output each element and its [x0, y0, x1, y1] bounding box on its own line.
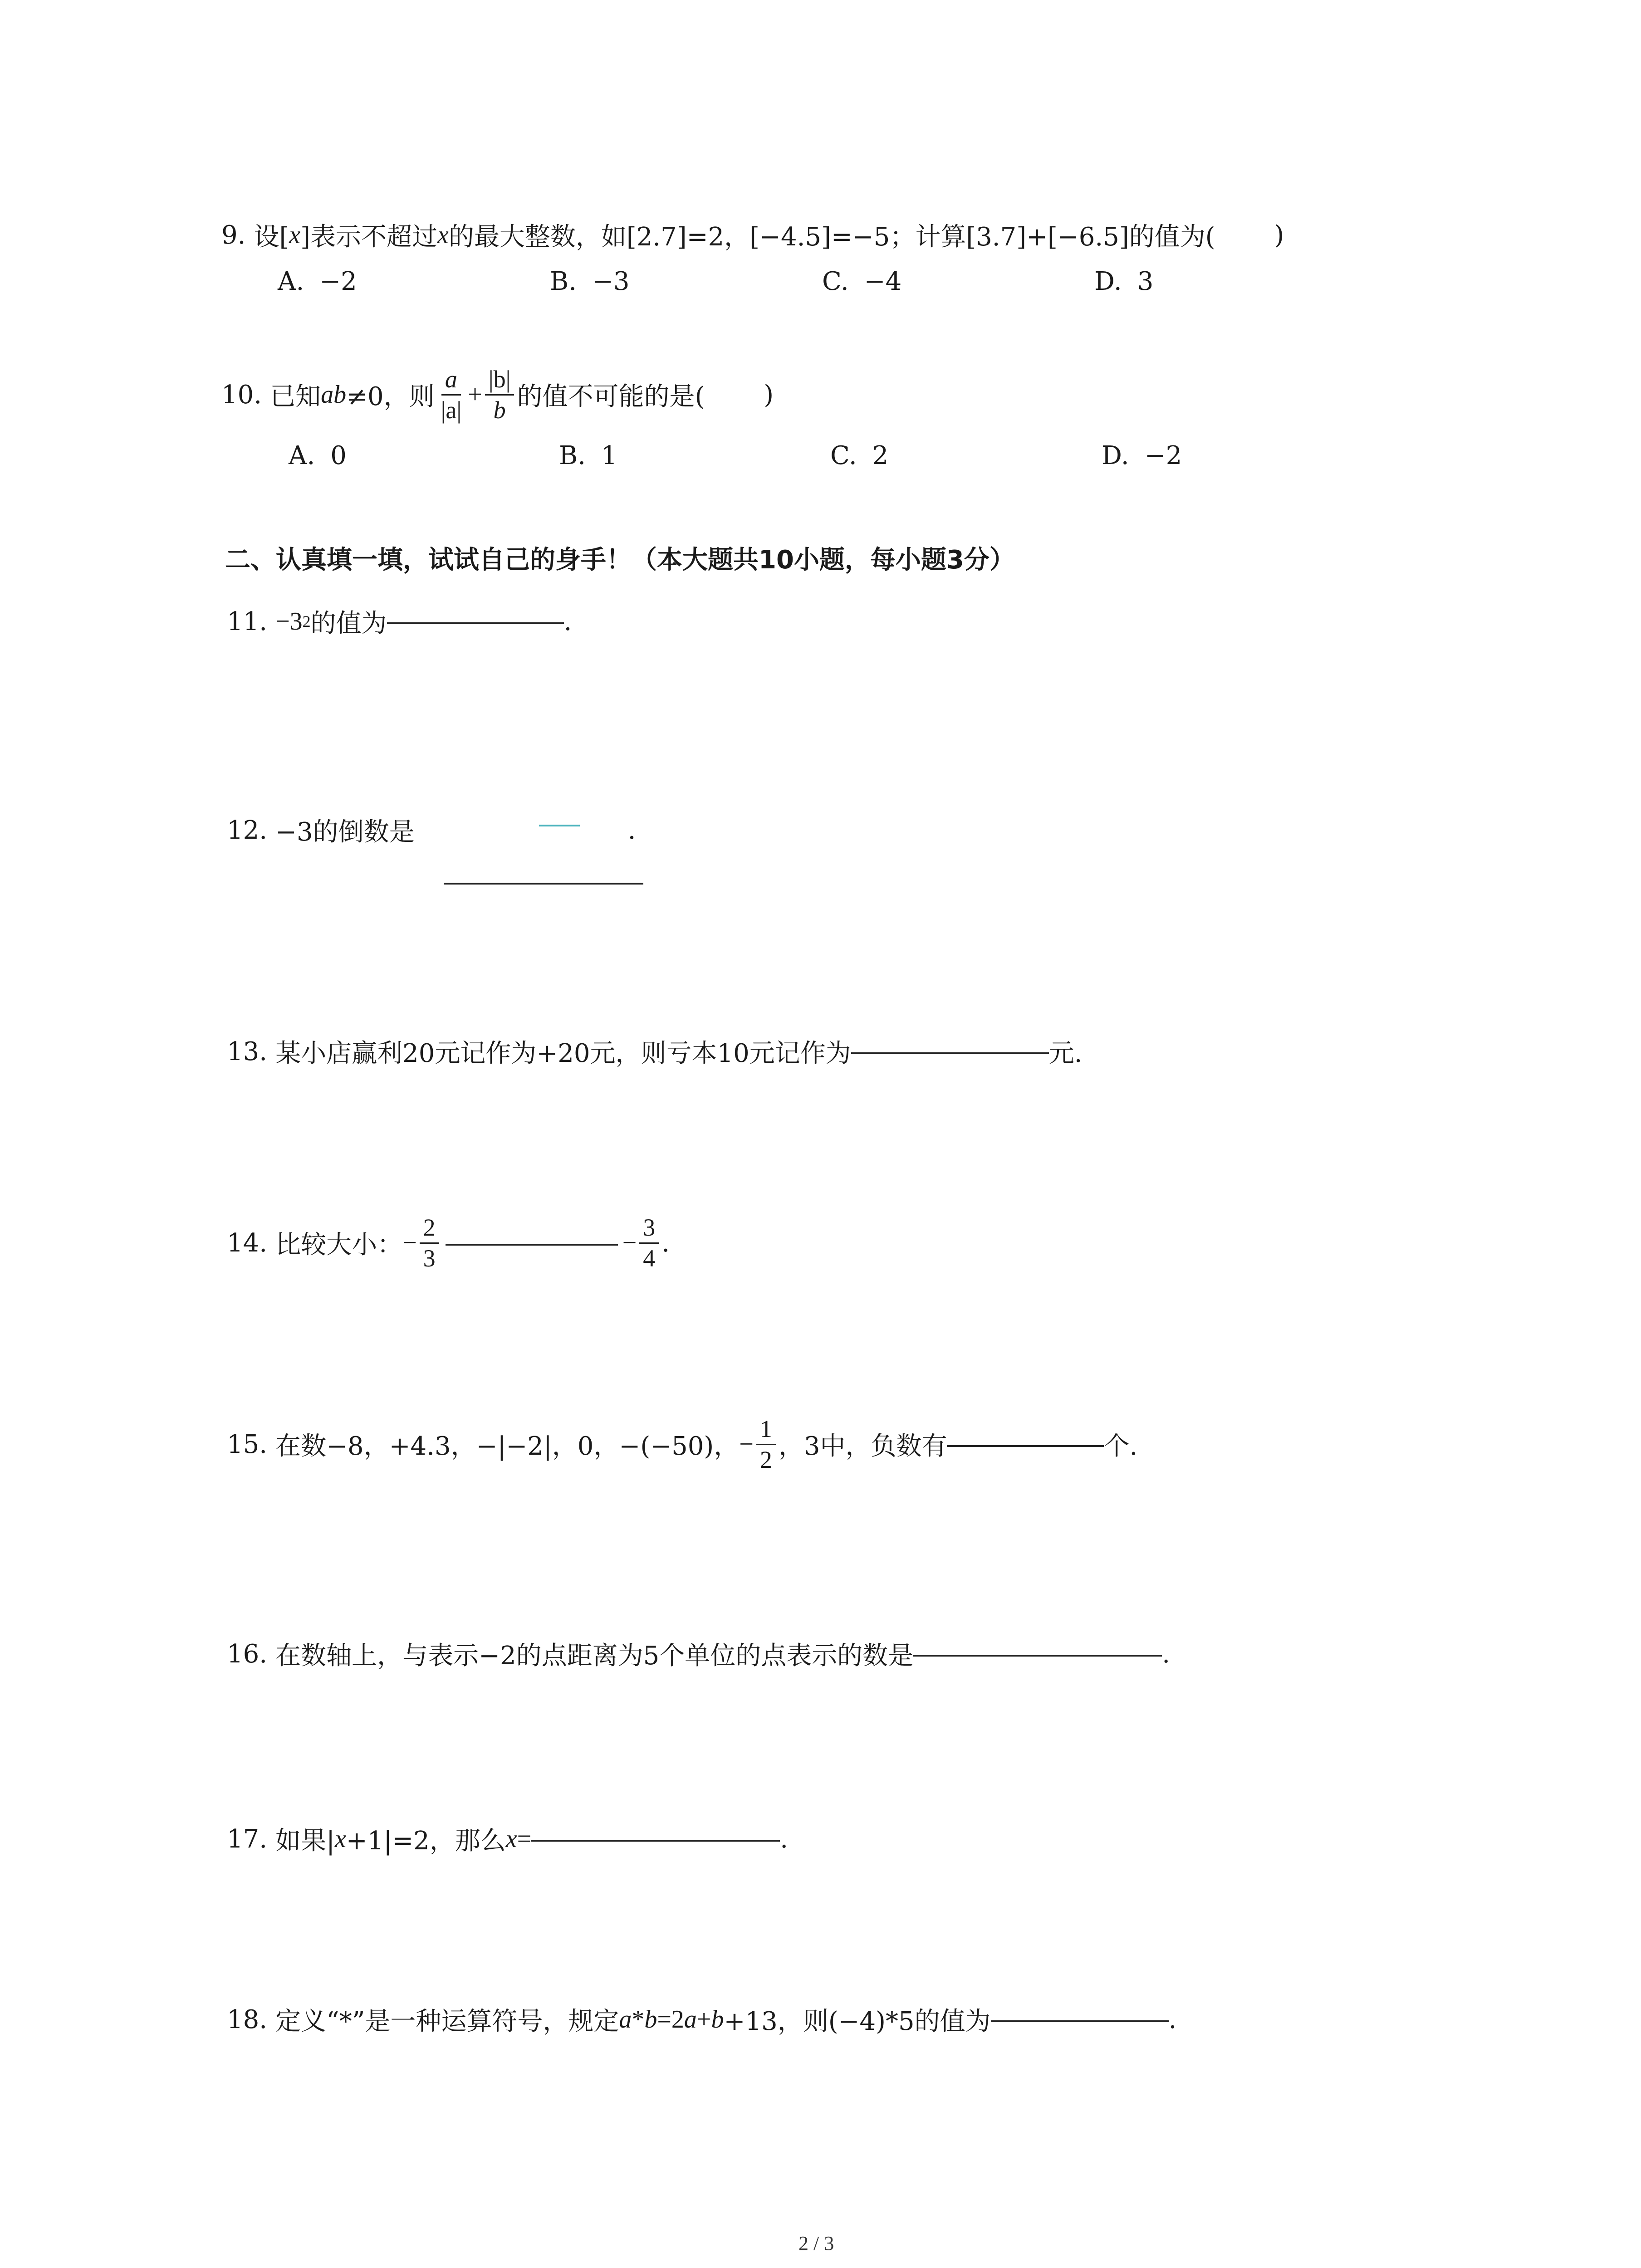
- answer-blank[interactable]: [913, 1654, 1162, 1657]
- unit-yuan: 元.: [1048, 1039, 1083, 1068]
- question-number: 15.: [227, 1429, 268, 1459]
- answer-blank[interactable]: [444, 883, 643, 885]
- question-number: 9.: [221, 220, 246, 250]
- fraction-a-over-abs-a: $\frac{a}{|a|}$: [441, 365, 462, 424]
- fraction-3-4: $\frac{3}{4}$: [639, 1215, 659, 1271]
- question-15: [227, 1408, 1137, 1481]
- question-10: [221, 358, 774, 431]
- fraction-abs-b-over-b: $\frac{|b|}{b}$: [485, 367, 514, 423]
- variable-x: x: [289, 221, 301, 249]
- period: .: [780, 1824, 789, 1854]
- period: .: [563, 606, 572, 636]
- question-text: 的值为: [310, 609, 387, 638]
- question-text: ，3中，负数有: [778, 1432, 947, 1461]
- variable-b: b: [711, 2005, 724, 2033]
- option-d: D. −2: [1102, 441, 1182, 470]
- question-18: [227, 2001, 1176, 2038]
- question-text: 设[: [254, 222, 289, 252]
- fraction-2-3: $\frac{2}{3}$: [420, 1215, 439, 1271]
- option-b: B. −3: [550, 267, 630, 296]
- question-text: 在数−8，+4.3，−|−2|，0，−(−50)，: [275, 1432, 740, 1461]
- option-a: A. −2: [278, 267, 357, 296]
- answer-blank[interactable]: [387, 622, 564, 624]
- question-text: 在数轴上，与表示−2的点距离为5个单位的点表示的数是: [275, 1641, 914, 1671]
- question-13: [227, 1033, 1083, 1070]
- answer-paren-close: ): [764, 380, 774, 410]
- option-a: A. 0: [289, 441, 347, 470]
- unit-ge: 个.: [1104, 1432, 1138, 1461]
- plus-sign: +: [696, 2005, 711, 2033]
- question-number: 10.: [221, 380, 262, 410]
- question-number: 14.: [227, 1228, 268, 1258]
- question-17: [227, 1821, 788, 1857]
- answer-blank[interactable]: [531, 1839, 780, 1842]
- expression-base: −3: [275, 607, 303, 635]
- period: .: [627, 815, 636, 845]
- variable-x: x: [437, 221, 449, 249]
- question-12: [227, 812, 636, 848]
- variable-x: x: [334, 1825, 346, 1853]
- answer-blank[interactable]: [947, 1445, 1104, 1447]
- question-number: 18.: [227, 2004, 268, 2034]
- question-number: 13.: [227, 1036, 268, 1066]
- question-number: 12.: [227, 815, 268, 845]
- minus-sign: −: [402, 1229, 417, 1257]
- minus-sign: −: [622, 1229, 637, 1257]
- variable-a: a: [684, 2005, 697, 2033]
- answer-paren-close: ): [1274, 220, 1284, 250]
- question-text: 的值不可能的是(: [517, 382, 705, 411]
- answer-blank[interactable]: [446, 1243, 618, 1246]
- answer-blank[interactable]: [851, 1052, 1049, 1054]
- page-number: 2 / 3: [798, 2232, 834, 2254]
- question-text: 已知: [270, 382, 321, 411]
- question-text: ≠0，则: [346, 382, 435, 411]
- question-14: [227, 1207, 670, 1279]
- variable-a: a: [619, 2005, 632, 2033]
- question-text: +13，则(−4)*5的值为: [724, 2007, 991, 2036]
- question-text: −3的倒数是: [275, 817, 415, 847]
- expression-text: =2: [657, 2005, 684, 2033]
- question-text: 比较大小：: [275, 1230, 403, 1260]
- question-text: ]表示不超过: [300, 222, 438, 252]
- section-heading: 二、认真填一填，试试自己的身手！（本大题共10小题，每小题3分）: [225, 545, 1015, 575]
- option-c: C. 2: [830, 441, 889, 470]
- question-number: 16.: [227, 1639, 268, 1669]
- equals-sign: =: [517, 1825, 532, 1853]
- variable-ab: ab: [321, 381, 347, 409]
- option-c: C. −4: [822, 267, 902, 296]
- question-16: [227, 1636, 1170, 1672]
- period: .: [661, 1228, 670, 1258]
- question-text: 的最大整数，如[2.7]=2，[−4.5]=−5；计算[3.7]+[−6.5]的值为(: [448, 222, 1215, 252]
- question-text: +1|=2，那么: [346, 1826, 506, 1856]
- period: .: [1168, 2004, 1177, 2034]
- question-9: [221, 217, 1284, 253]
- teal-dash-mark: [539, 825, 580, 826]
- question-text: 如果|: [275, 1826, 335, 1856]
- period: .: [1162, 1639, 1171, 1669]
- minus-sign: −: [739, 1430, 754, 1458]
- fraction-1-2: $\frac{1}{2}$: [756, 1416, 776, 1472]
- operator-star: *: [632, 2005, 645, 2033]
- question-text: 定义“*”是一种运算符号，规定: [275, 2007, 619, 2036]
- question-11: 11. −3 2 的值为 .: [227, 603, 572, 640]
- answer-blank[interactable]: [991, 2020, 1169, 2022]
- option-b: B. 1: [559, 441, 617, 470]
- question-text: 某小店赢利20元记作为+20元，则亏本10元记作为: [275, 1039, 851, 1068]
- variable-b: b: [644, 2005, 657, 2033]
- option-d: D. 3: [1094, 267, 1154, 296]
- variable-x: x: [505, 1825, 517, 1853]
- plus-sign: +: [468, 381, 482, 409]
- question-number: 11.: [227, 606, 268, 636]
- question-number: 17.: [227, 1824, 268, 1854]
